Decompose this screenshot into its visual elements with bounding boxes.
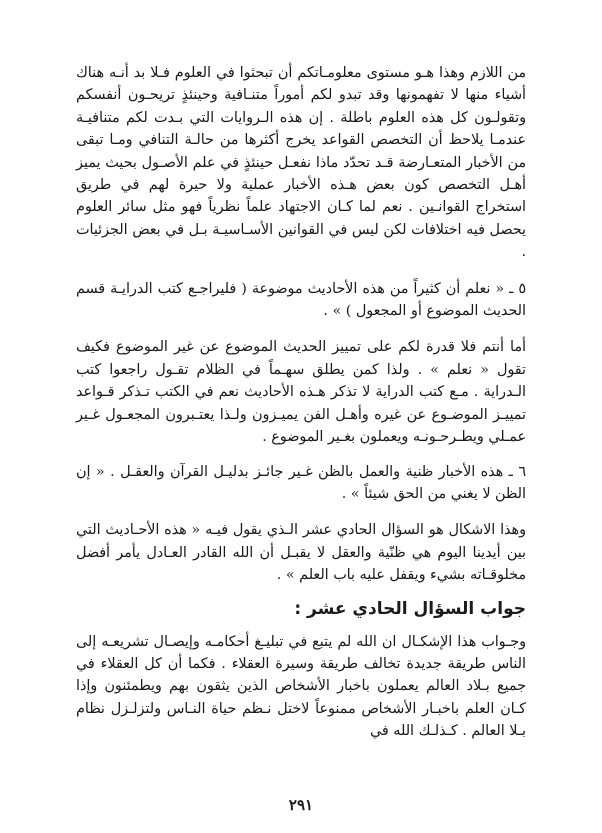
section-heading: جواب السؤال الحادي عشر : <box>294 598 526 619</box>
page-number: ٢٩١ <box>288 796 314 814</box>
paragraph-eleventh-question: وهذا الاشكال هو السؤال الحادي عشر الـذي يقول فيـه « هذه الأحـاديث التي بين أيدينا اليوم هي ظنّية والعقل لا يقبـل أن الله القادر العـادل يأمر أفضل مخلوقـاته بشيء ويقفل عليه باب العلم » . <box>76 522 526 584</box>
paragraph-response-5: أما أنتم فلا قدرة لكم على تمييز الحديث الموضوع عن غير الموضوع فكيف تقول « نعلم » . ولذا كمن يطلق سهـماً في الظلام تقـول راجعوا كتب الـدراية . مـع كتب الدراية لا تذكر هـذه الأحاديث نعم في الكتب تـذكر قـواعد تمييـز الموضـوع عن غيره وأهـل الفن يميـزون ولـذا يعتـبرون المجعـول غـير عمـلي ويطـرحـونـه ويعملون بغـير الموضوع . <box>76 339 526 446</box>
paragraph-point-6: ٦ ـ هذه الأخبار ظنية والعمل بالظن غـير جائـز بدليـل القرآن والعقـل . « إن الظن لا يغني من الحق شيئاً » . <box>76 463 526 502</box>
paragraph-answer: وجـواب هذا الإشكـال ان الله لم يتبع في تبليـغ أحكامـه وإيصـال تشريعـه إلى الناس طريقة جديدة تخالف طريقة وسيرة العقلاء . فكما أن كل العقلاء في جميع بـلاد العالم يعملون باخبار الأشخاص الذين يثقون بهم ويطمئنون وإذا كـان العلم باخبـار الأشخاص ممنوعاً لاختل نـظم حياة النـاس ولتزلـزل نظام بـلا العالم . كـذلـك الله في <box>76 633 526 740</box>
paragraph-point-5: ٥ ـ « نعلم أن كثيراً من هذه الأحاديث موضوعة ( فليراجـع كتب الدرايـة قسم الحديث الموضوع أو المجعول ) » . <box>76 280 526 320</box>
paragraph-intro: من اللازم وهذا هـو مستوى معلومـاتكم أن تبحثوا في العلوم فـلا بد أنـه هناك أشياء منها لا تفهمونها وقد تبدو لكم أموراً متنـافية وحينئذٍ تريحـون أنفسكم وتقولـون كل هذه العلوم باطلة . إن هذه الـروايات التي بـدت لكم متنافيـة عندمـا يلاحظ أن التخصص القواعد يخرج أكثرها من حالـة التنافي ومـا تبقى من الأخبار المتعـارضة قـد تحدّد ماذا نفعـل حينئذٍ في علم الأصـول بحيث يميز أهـل التخصص كون بعض هـذه الأخبار عملية ولا حيرة لهم في طريق استخراج القوانـين . نعم لما كـان الاجتهاد علماً نظرياً فهو مثل سائر العلوم يحصل فيه اختلافات لكن ليس في القوانين الأسـاسيـة بـل في بعض الجزئيات . <box>76 65 526 261</box>
